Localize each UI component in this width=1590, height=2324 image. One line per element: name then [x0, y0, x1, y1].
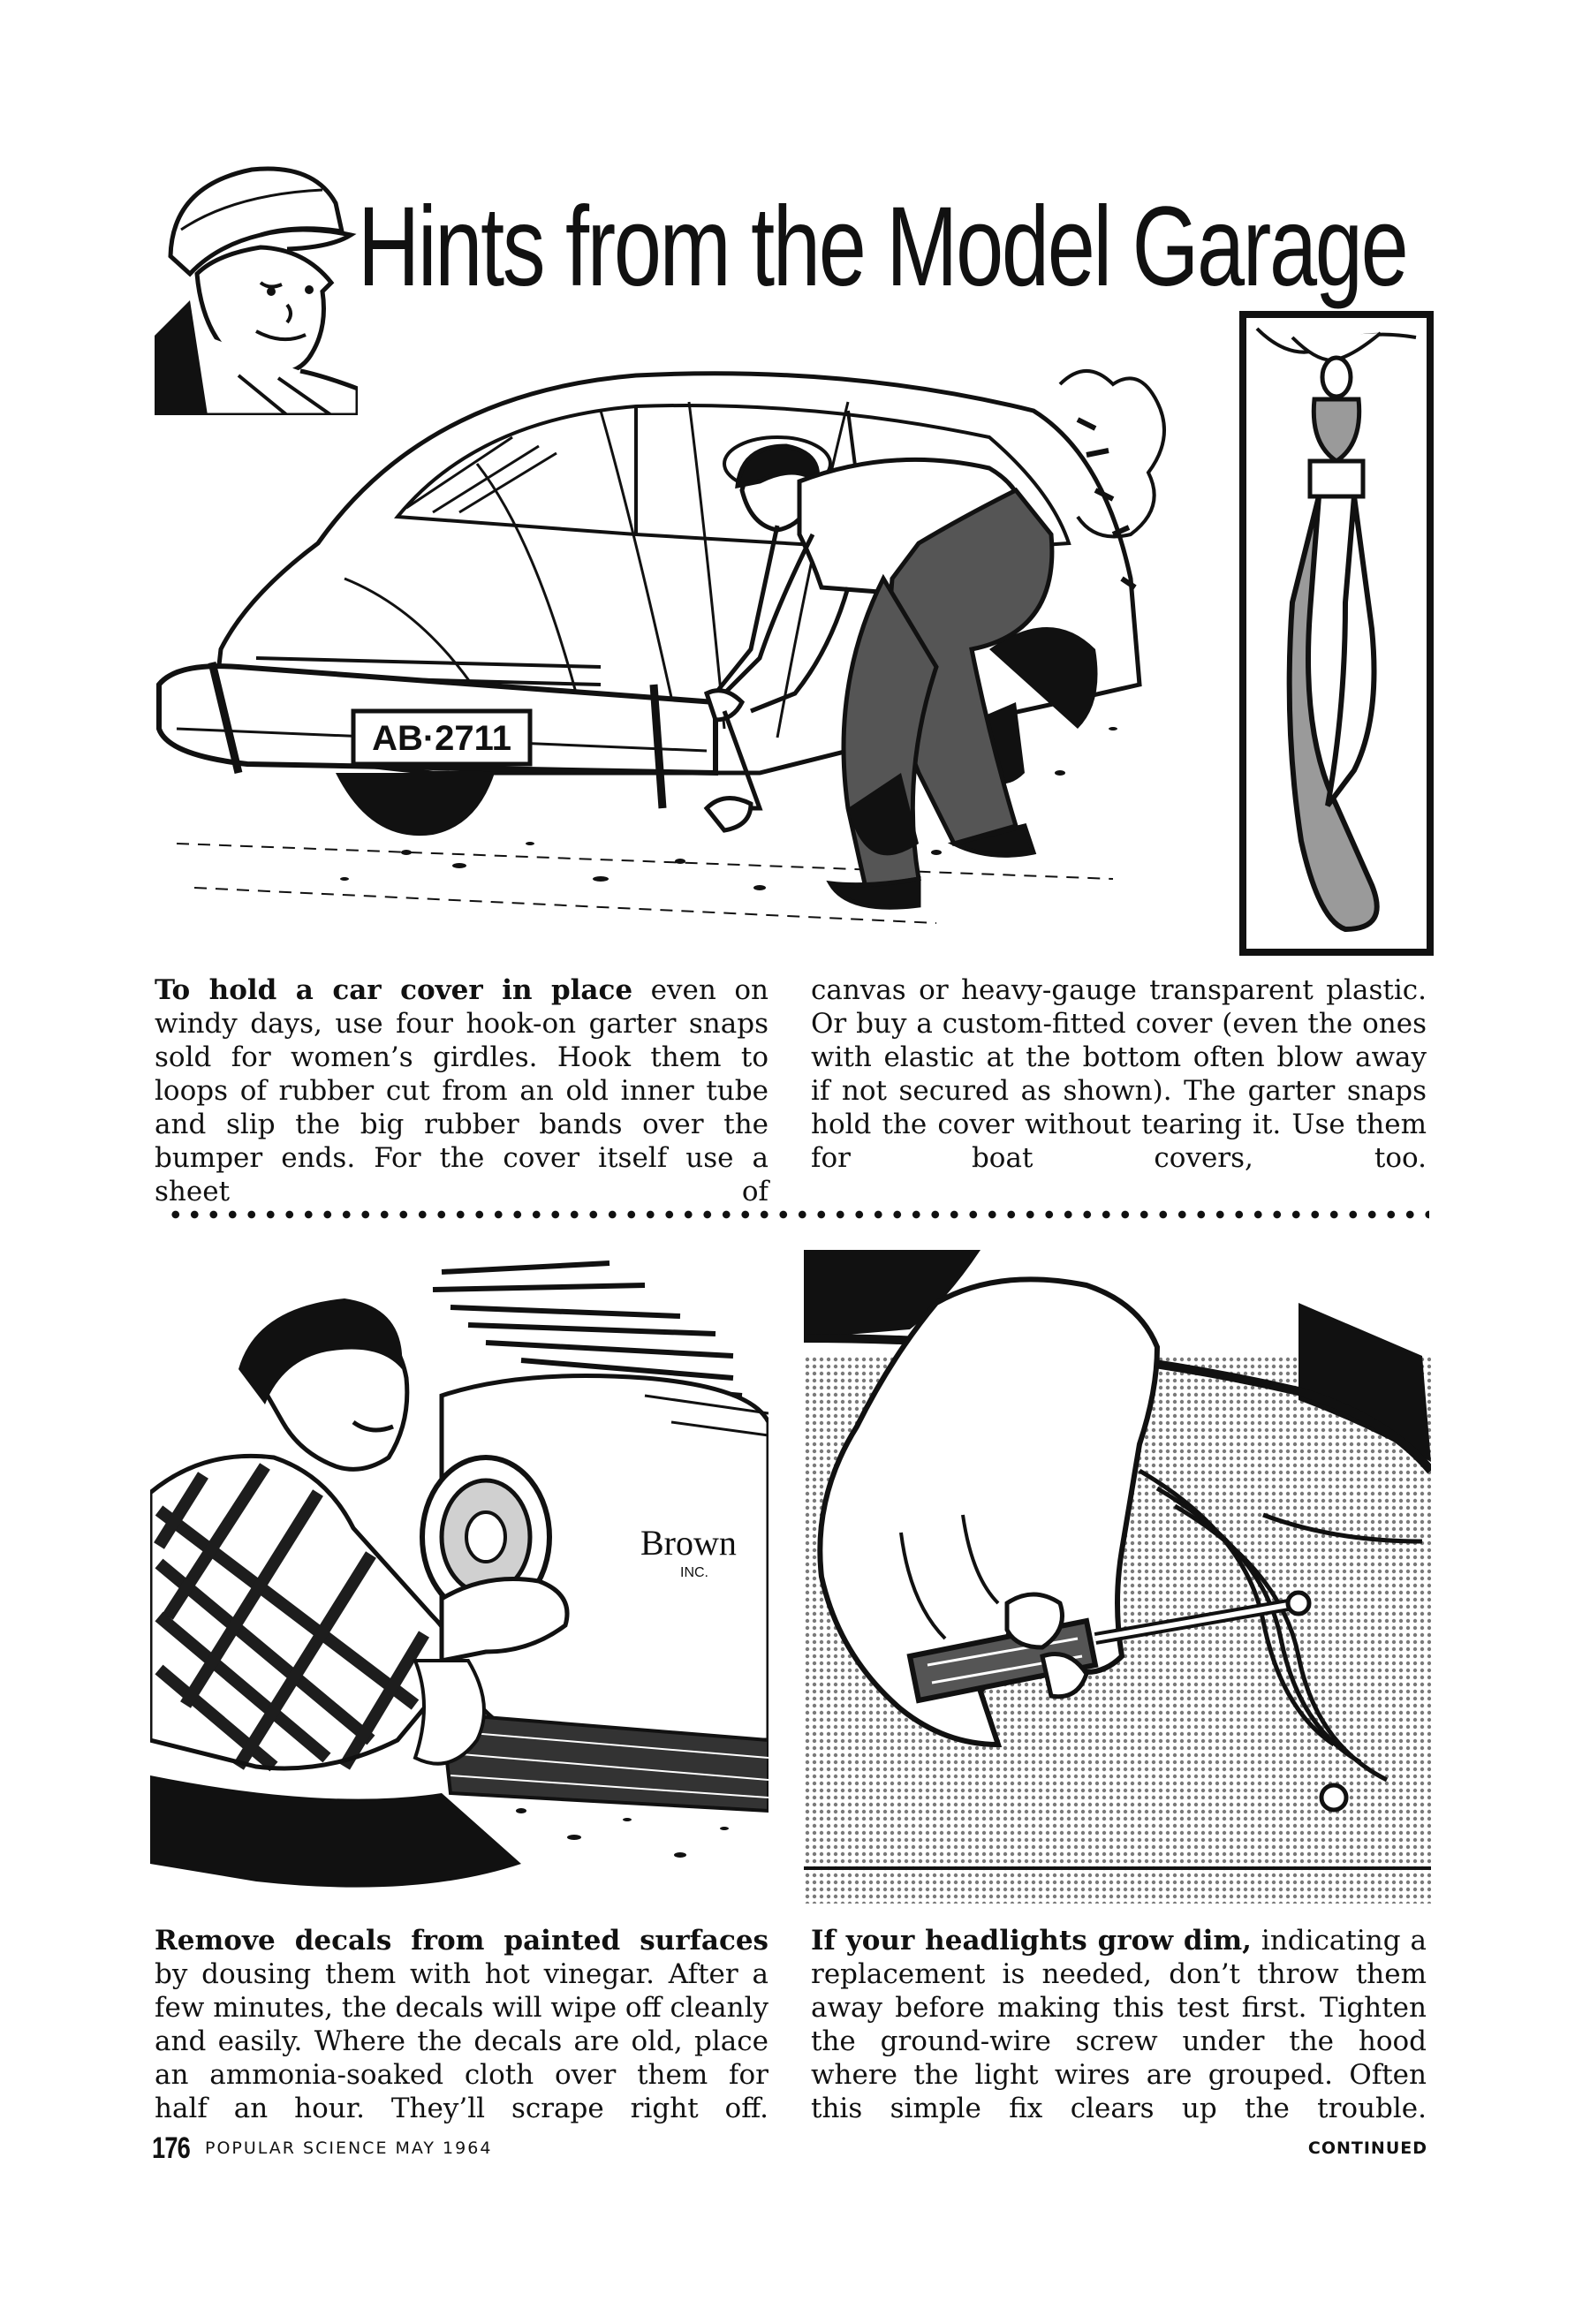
tip-decals-lead: Remove decals from painted surfaces: [155, 1925, 768, 1957]
decal-removal-illustration: [150, 1245, 768, 1917]
dotted-divider: [166, 1208, 1429, 1221]
tip-car-cover-lead: To hold a car cover in place: [155, 974, 633, 1006]
tip-headlights-body: indicating a replacement is needed, don’t throw them away before making this test first. Tighten the ground-wire screw under the hood where the light wires are grouped. Often this simple fix clears up the trouble.: [811, 1925, 1427, 2124]
footer-publication-info: POPULAR SCIENCE MAY 1964: [205, 2139, 493, 2158]
car-cover-illustration: [141, 314, 1237, 950]
tip-car-cover-body-2: canvas or heavy-gauge transparent plastic. Or buy a custom-fitted cover (even the ones with elastic at the bottom often blow away if not secured as shown). The garter snaps hold the cover without tearing it. Use them for boat covers, too.: [811, 974, 1427, 1174]
tip-car-cover-column-1: [155, 973, 768, 1208]
headlight-wire-illustration: [804, 1250, 1431, 1904]
tip-car-cover-body-1: even on windy days, use four hook-on garter snaps sold for women’s girdles. Hook them to loops of rubber cut from an old inner tube and slip the big rubber bands over the bumper ends. For the cover itself use a sheet of: [155, 974, 768, 1207]
garter-snap-inset-illustration: [1239, 311, 1434, 956]
footer-continued-label: CONTINUED: [1307, 2139, 1427, 2158]
decal-suffix-text: INC.: [680, 1565, 708, 1580]
tip-headlights-text: [811, 1924, 1427, 2125]
tip-car-cover-column-2: [811, 973, 1427, 1175]
tip-decals-body: by dousing them with hot vinegar. After a few minutes, the decals will wipe off cleanly and easily. Where the decals are old, place an ammonia-soaked cloth over them for half an hour. They’ll scrape right off.: [155, 1958, 768, 2124]
footer-page-number: 176: [152, 2131, 190, 2165]
license-plate-text: AB·2711: [372, 719, 511, 758]
tip-headlights-lead: If your headlights grow dim,: [811, 1925, 1252, 1957]
page-title: Hints from the Model Garage: [358, 184, 1407, 310]
decal-brand-text: Brown: [640, 1523, 737, 1563]
tip-decals-text: [155, 1924, 768, 2125]
